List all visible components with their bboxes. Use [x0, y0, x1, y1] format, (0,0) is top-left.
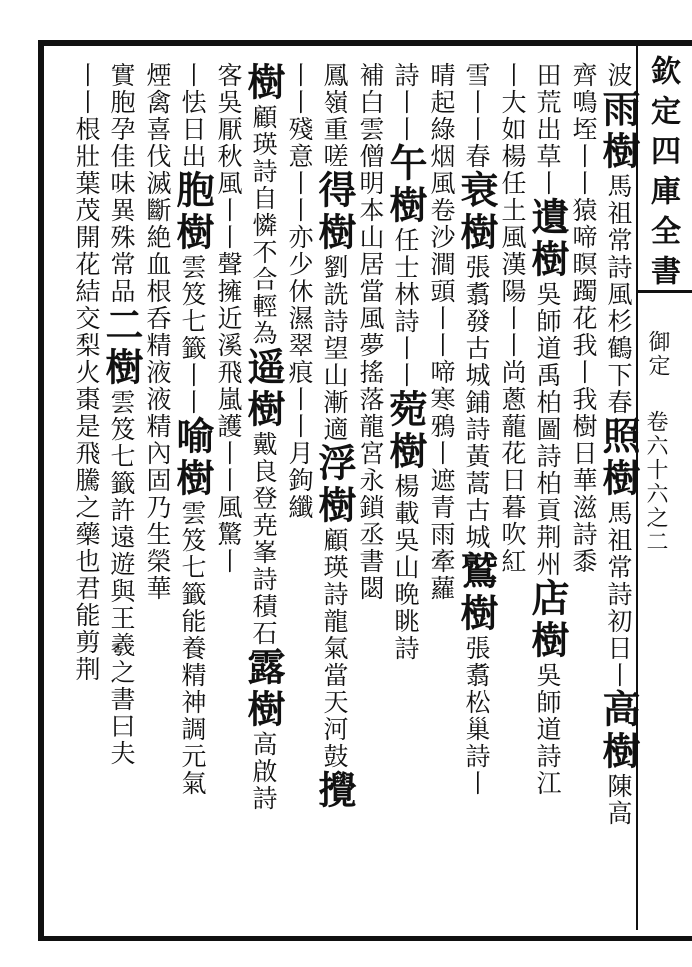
text-column	[71, 62, 101, 683]
text-segment: 丨遮青雨牽蘿	[427, 440, 456, 602]
text-segment: 龍宮永鎖丞書閟	[356, 413, 385, 602]
headword: 二樹	[99, 305, 144, 389]
text-column	[170, 62, 215, 797]
book-title: 欽定四庫全書	[645, 55, 680, 295]
headword: 攪	[312, 770, 357, 812]
text-segment: 當風夢搖落	[356, 278, 385, 413]
headword: 高樹	[596, 689, 641, 773]
text-segment: 風卷沙澗頭丨丨啼寒鴉	[427, 170, 456, 440]
text-segment: 丨大如楊	[498, 62, 527, 170]
text-column	[284, 62, 314, 521]
headword: 午樹	[383, 143, 428, 227]
text-column	[241, 62, 286, 812]
text-segment: 馬祖常詩初日丨	[604, 500, 633, 689]
headword: 露樹	[241, 647, 286, 731]
text-segment: 我丨我樹日華滋	[569, 332, 598, 521]
text-segment: 任土風漢陽丨丨尚蔥蘢	[498, 170, 527, 440]
text-segment: 煙禽喜	[143, 62, 172, 143]
text-segment: 顧瑛詩自憐不合輕為	[249, 104, 278, 347]
headword: 浮樹	[312, 443, 357, 527]
text-segment: 雲笈七籤許遠遊與王羲之書曰夫	[107, 389, 136, 767]
text-column	[426, 62, 456, 602]
text-column	[383, 62, 428, 662]
text-segment: 丨怯日出	[178, 62, 207, 170]
text-column	[525, 62, 570, 797]
text-segment: 劉詵詩望山漸適	[320, 254, 349, 443]
text-segment: 戴良登尭峯詩積石	[249, 431, 278, 647]
text-segment: 丨丨殘	[285, 62, 314, 143]
text-segment: 高啟詩	[249, 731, 278, 812]
headword: 喻樹	[170, 416, 215, 500]
text-segment: 陳高	[604, 773, 633, 827]
text-segment: 擁近溪飛嵐護丨丨	[214, 278, 243, 494]
text-segment: 客吳厭秋風丨丨聲	[214, 62, 243, 278]
text-column	[454, 62, 499, 797]
text-segment: 任士林詩丨丨	[391, 227, 420, 389]
text-segment: 顧瑛詩龍氣當天河鼓	[320, 527, 349, 770]
text-segment: 意丨丨亦少休	[285, 143, 314, 305]
text-segment: 呑精液液精內固乃生榮華	[143, 305, 172, 602]
text-segment: 風驚丨	[214, 494, 243, 575]
text-segment: 吳師道禹柏圖詩柏貢荆州	[533, 281, 562, 578]
text-segment: 吳師道詩江	[533, 662, 562, 797]
text-segment: 雲笈七籤丨丨	[178, 254, 207, 416]
text-column	[213, 62, 243, 575]
text-segment: 濕翠痕丨丨月鉤纖	[285, 305, 314, 521]
headword: 遺樹	[525, 197, 570, 281]
section-title-fragment: 御定	[645, 330, 670, 378]
text-segment: 補白雲僧明本山居	[356, 62, 385, 278]
headword: 鷲樹	[454, 551, 499, 635]
text-segment: 齊	[569, 62, 598, 89]
text-segment: 張翥發古城鋪詩黃蒿古城	[462, 254, 491, 551]
text-segment: 詩丨丨	[391, 62, 420, 143]
text-segment: 詩黍	[569, 521, 598, 575]
headword: 樹	[241, 62, 286, 104]
text-segment: 實胞孕佳味異殊常品	[107, 62, 136, 305]
text-segment: 丨丨根壯葉茂開花結	[72, 62, 101, 305]
text-segment: 張翥松巢詩丨	[462, 635, 491, 797]
text-segment: 伐滅斷絶血根	[143, 143, 172, 305]
headword: 胞樹	[170, 170, 215, 254]
text-segment: 雪丨丨春	[462, 62, 491, 170]
text-column	[596, 62, 641, 827]
juan-number: 卷六十六之二	[643, 410, 668, 554]
text-segment: 鳳嶺重嗟	[320, 62, 349, 170]
text-segment: 交梨火棗是飛騰之藥也君能剪荆	[72, 305, 101, 683]
text-segment: 晴起綠烟	[427, 62, 456, 170]
text-column	[99, 62, 144, 767]
headword: 雨樹	[596, 89, 641, 173]
text-column	[497, 62, 527, 575]
text-column	[355, 62, 385, 602]
headword: 遥樹	[241, 347, 286, 431]
text-column	[568, 62, 598, 575]
text-segment: 花日暮吹紅	[498, 440, 527, 575]
text-segment: 波	[604, 62, 633, 89]
headword: 衰樹	[454, 170, 499, 254]
headword: 照樹	[596, 416, 641, 500]
text-segment: 田荒出草丨	[533, 62, 562, 197]
headword: 店樹	[525, 578, 570, 662]
text-segment: 馬祖常詩風杉鶴下春	[604, 173, 633, 416]
text-segment: 雲笈七籤能養精神調元氣	[178, 500, 207, 797]
headword: 菀樹	[383, 389, 428, 473]
text-segment: 鳴垤丨丨猿啼暝躅花	[569, 89, 598, 332]
headword: 得樹	[312, 170, 357, 254]
text-segment: 楊載吳山晩眺詩	[391, 473, 420, 662]
text-column	[142, 62, 172, 602]
text-column	[312, 62, 357, 812]
